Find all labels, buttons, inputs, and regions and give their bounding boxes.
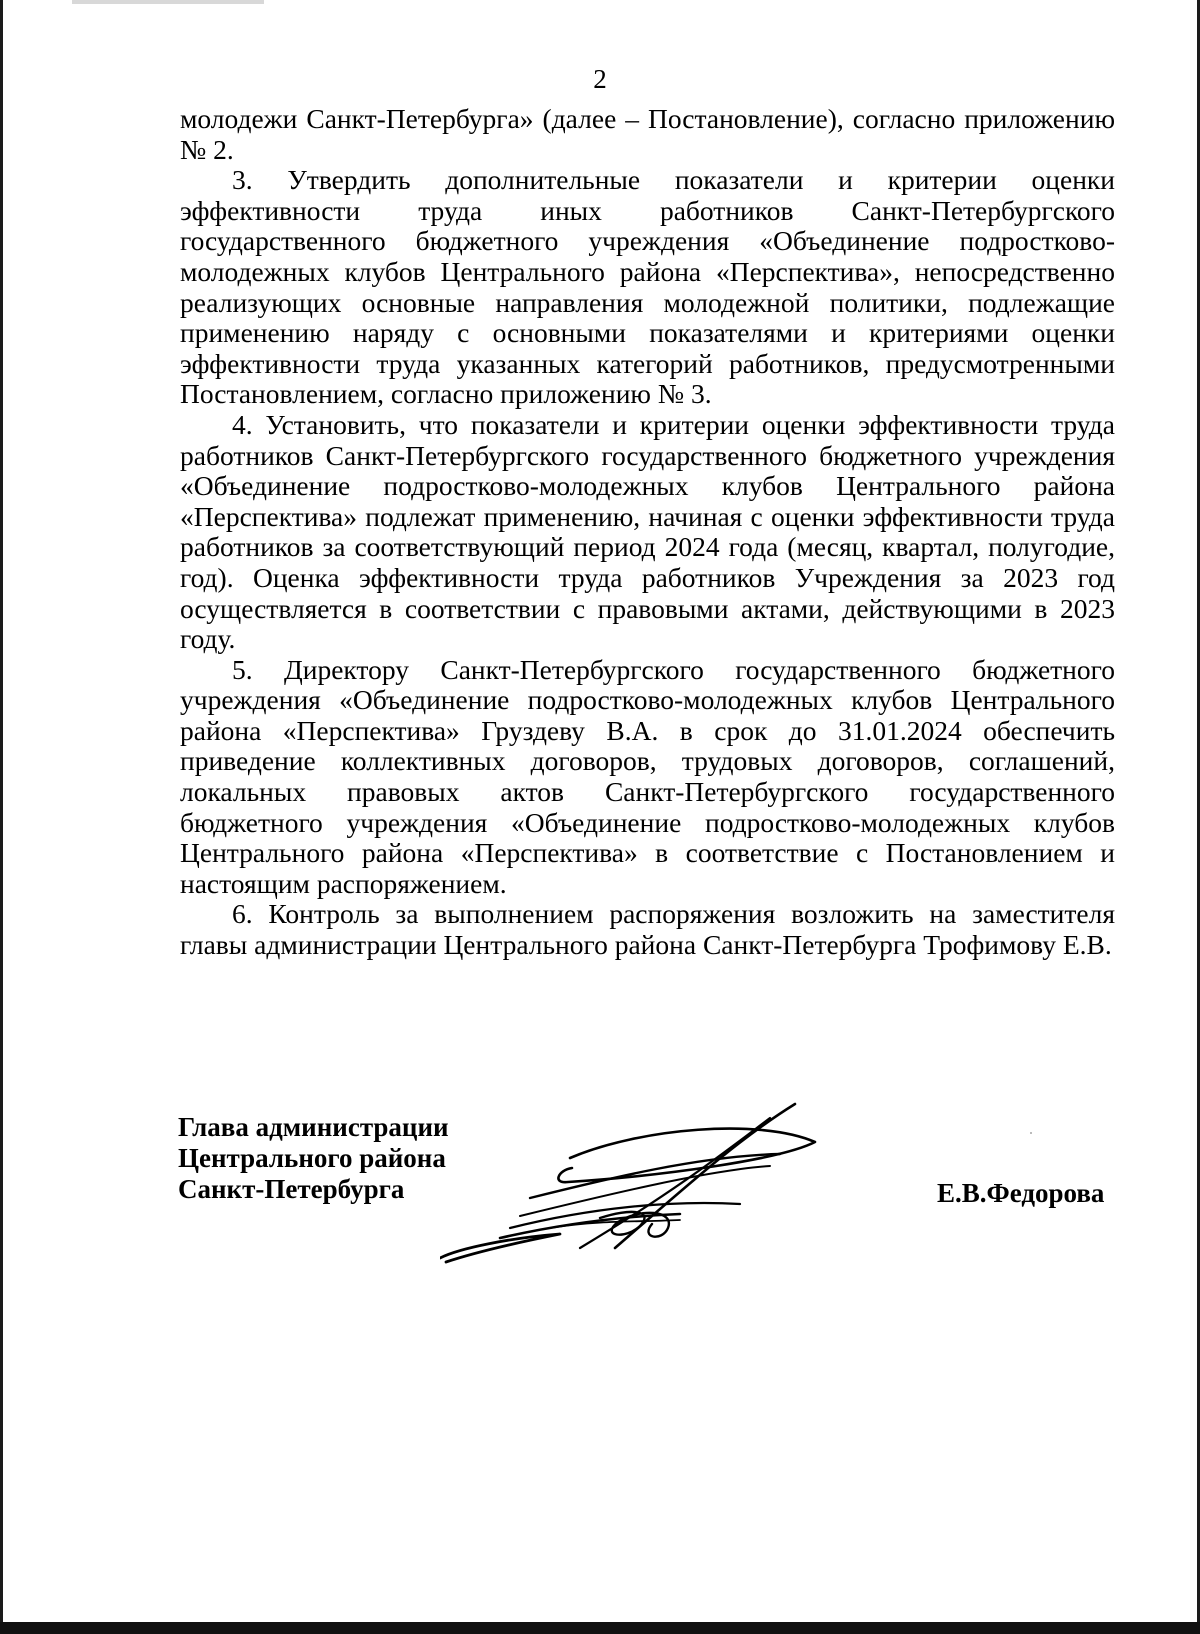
scan-bottom-edge <box>0 1622 1200 1634</box>
signatory-title <box>178 1112 449 1205</box>
signatory-title-line: Санкт-Петербурга <box>178 1174 405 1204</box>
paragraph-item-4: 4. Установить, что показатели и критерии оценки эффективности труда работников Санкт-Петербургского государственного бюджетного учреждения «Объединение подростково-молодежных клубов Центрального района «Перспектива» подлежат применению, начиная с оценки эффективности труда работников за соответствующий период 2024 года (месяц, квартал, полугодие, год). Оценка эффективности труда работников Учреждения за 2023 год осуществляется в соответствии с правовыми актами, действующими в 2023 году. <box>180 408 1115 655</box>
scan-top-edge <box>0 0 1200 4</box>
paragraph-item-6: 6. Контроль за выполнением распоряжения возложить на заместителя главы администрации Центрального района Санкт-Петербурга Трофимову Е.В. <box>180 898 1115 961</box>
document-body <box>180 104 1115 961</box>
paragraph-continuation: молодежи Санкт-Петербурга» (далее – Постановление), согласно приложению № 2. <box>180 103 1115 165</box>
signatory-title-line: Глава администрации <box>178 1112 449 1142</box>
page-number: 2 <box>593 64 607 94</box>
signatory-name: Е.В.Федорова <box>937 1178 1105 1208</box>
paragraph-item-3: 3. Утвердить дополнительные показатели и критерии оценки эффективности труда иных работников Санкт-Петербургского государственного бюджетного учреждения «Объединение подростково-молодежных клубов Центрального района «Перспектива», непосредственно реализующих основные направления молодежной политики, подлежащие применению наряду с основными показателями и критериями оценки эффективности труда указанных категорий работников, предусмотренными Постановлением, согласно приложению № 3. <box>180 164 1115 410</box>
scan-speck <box>1030 1132 1032 1134</box>
scan-left-edge <box>0 0 3 1634</box>
handwritten-signature <box>440 1098 860 1268</box>
paragraph-item-5: 5. Директору Санкт-Петербургского государственного бюджетного учреждения «Объединение подростково-молодежных клубов Центрального района «Перспектива» Груздеву В.А. в срок до 31.01.2024 обеспечить приведение коллективных договоров, трудовых договоров, соглашений, локальных правовых актов Санкт-Петербургского государственного бюджетного учреждения «Объединение подростково-молодежных клубов Центрального района «Перспектива» в соответствие с Постановлением и настоящим распоряжением. <box>180 653 1115 899</box>
signatory-title-line: Центрального района <box>178 1143 446 1173</box>
